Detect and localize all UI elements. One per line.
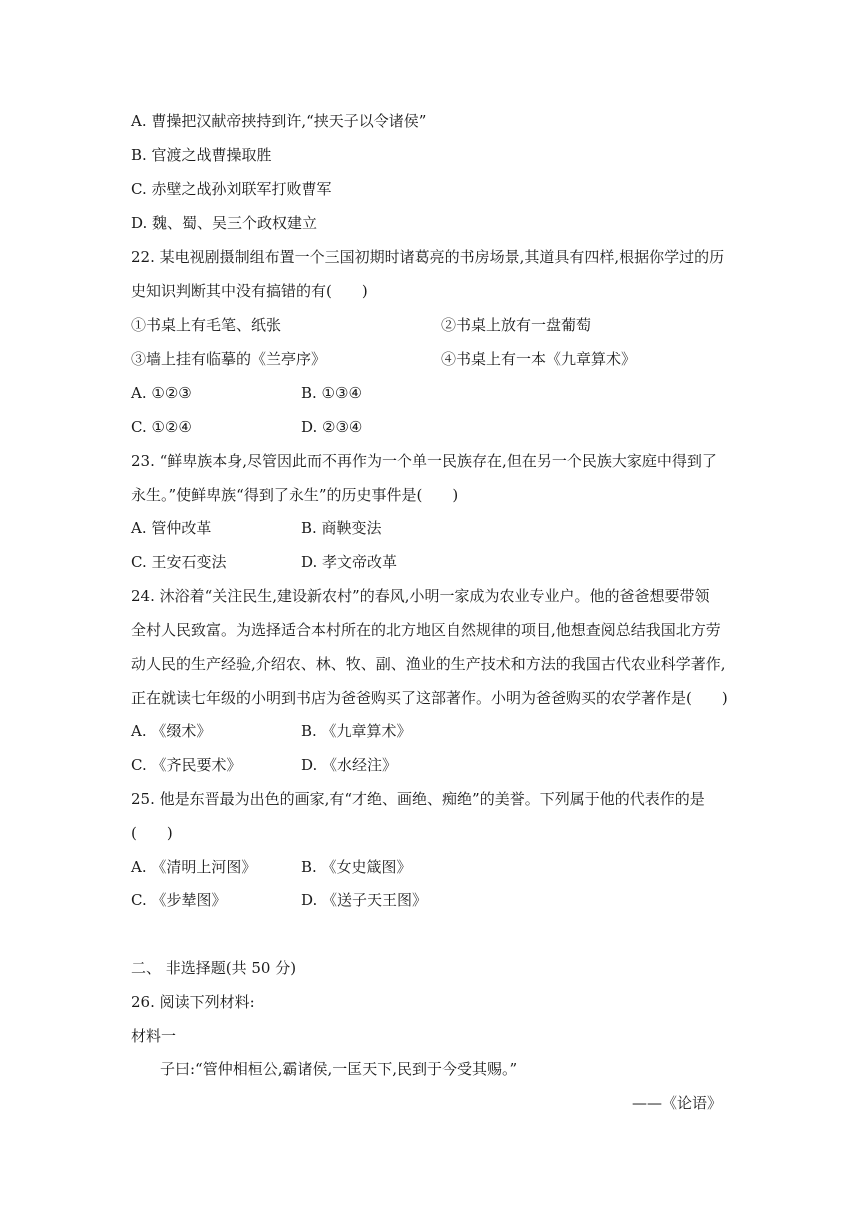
q22-option-b: B. ①③④ [301,384,362,402]
q24-option-a: A. 《缀术》 [131,722,212,740]
q23-option-b: B. 商鞅变法 [301,519,382,537]
q21-option-b: B. 官渡之战曹操取胜 [131,146,272,164]
q22-item-3: ③墙上挂有临摹的《兰亭序》 [131,350,327,368]
material-label: 材料一 [131,1027,177,1045]
q22-option-a: A. ①②③ [131,384,192,402]
quote-source: ——《论语》 [631,1094,722,1112]
q24-option-b: B. 《九章算术》 [301,722,412,740]
q25-option-b: B. 《女史箴图》 [301,858,412,876]
q25-option-d: D. 《送子天王图》 [301,891,428,909]
q23-option-c: C. 王安石变法 [131,553,227,571]
q22-item-1: ①书桌上有毛笔、纸张 [131,316,282,334]
q21-option-d: D. 魏、蜀、吴三个政权建立 [131,214,318,232]
q22-stem-line-2: 史知识判断其中没有搞错的有( ) [131,282,368,300]
q22-stem-line-1: 22. 某电视剧摄制组布置一个三国初期时诸葛亮的书房场景,其道具有四样,根据你学过的历 [131,248,725,266]
q23-stem-line-2: 永生。”使鲜卑族“得到了永生”的历史事件是( ) [131,486,459,504]
q22-item-4: ④书桌上有一本《九章算术》 [441,350,637,368]
q21-option-a: A. 曹操把汉献帝挟持到许,“挟天子以令诸侯” [131,112,427,130]
q23-stem-line-1: 23. “鲜卑族本身,尽管因此而不再作为一个单一民族存在,但在另一个民族大家庭中得到了 [131,452,717,470]
q21-option-c: C. 赤壁之战孙刘联军打败曹军 [131,180,332,198]
q23-option-d: D. 孝文帝改革 [301,553,398,571]
q26-stem: 26. 阅读下列材料: [131,993,255,1011]
q25-stem-line-1: 25. 他是东晋最为出色的画家,有“才绝、画绝、痴绝”的美誉。下列属于他的代表作的是 [131,790,705,808]
q22-option-d: D. ②③④ [301,418,363,436]
section-heading: 二、 非选择题(共 50 分) [131,959,297,977]
q24-stem-line-2: 全村人民致富。为选择适合本村所在的北方地区自然规律的项目,他想查阅总结我国北方劳 [131,621,721,639]
q24-option-c: C. 《齐民要术》 [131,756,242,774]
q24-stem-line-3: 动人民的生产经验,介绍农、林、牧、副、渔业的生产技术和方法的我国古代农业科学著作, [131,655,726,673]
q25-option-a: A. 《清明上河图》 [131,858,257,876]
q24-option-d: D. 《水经注》 [301,756,398,774]
material-quote: 子曰:“管仲相桓公,霸诸侯,一匡天下,民到于今受其赐。” [160,1060,518,1078]
q25-stem-line-2: ( ) [131,824,173,842]
q22-item-2: ②书桌上放有一盘葡萄 [441,316,592,334]
q25-option-c: C. 《步辇图》 [131,891,227,909]
q22-option-c: C. ①②④ [131,418,192,436]
q24-stem-line-4: 正在就读七年级的小明到书店为爸爸购买了这部著作。小明为爸爸购买的农学著作是( ) [131,689,728,707]
q23-option-a: A. 管仲改革 [131,519,212,537]
q24-stem-line-1: 24. 沐浴着“关注民生,建设新农村”的春风,小明一家成为农业专业户。他的爸爸想要带领 [131,587,710,605]
